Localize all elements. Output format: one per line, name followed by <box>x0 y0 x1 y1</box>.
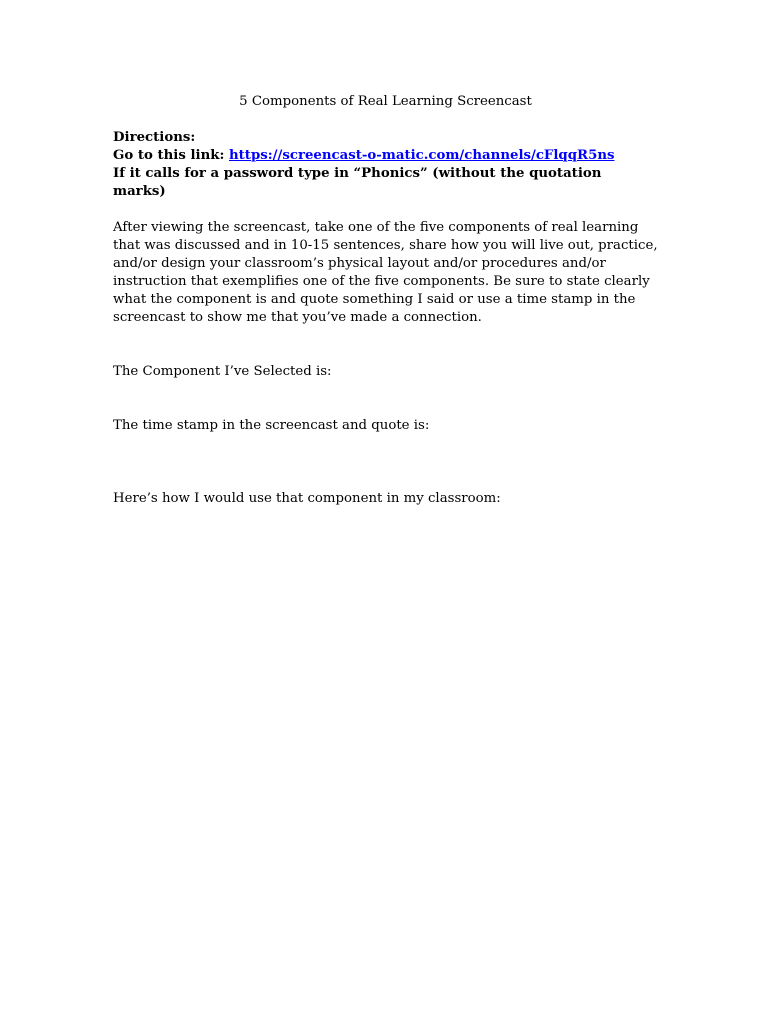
document-page <box>113 93 658 508</box>
prompt-timestamp: The time stamp in the screencast and quote is: <box>113 418 430 433</box>
password-line: If it calls for a password type in “Phonics” (without the quotation marks) <box>113 166 602 199</box>
directions-label: Directions: <box>113 130 196 145</box>
prompt-classroom: Here’s how I would use that component in my classroom: <box>113 491 501 506</box>
instructions-paragraph: After viewing the screencast, take one of the five components of real learning that was discussed and in 10-15 sentences, share how you will live out, practice, and/or design your classroom’s physical layout and/or procedures and/or instruction that exemplifies one of the five components. Be sure to state clearly what the component is and quote something I said or use a time stamp in the screencast to show me that you’ve made a connection. <box>113 220 658 325</box>
link-prefix: Go to this link: <box>113 148 229 163</box>
document-title: 5 Components of Real Learning Screencast <box>239 94 532 109</box>
link-line <box>113 147 658 165</box>
screencast-link[interactable]: https://screencast-o-matic.com/channels/cFlqqR5ns <box>229 148 615 163</box>
prompt-component: The Component I’ve Selected is: <box>113 364 332 379</box>
